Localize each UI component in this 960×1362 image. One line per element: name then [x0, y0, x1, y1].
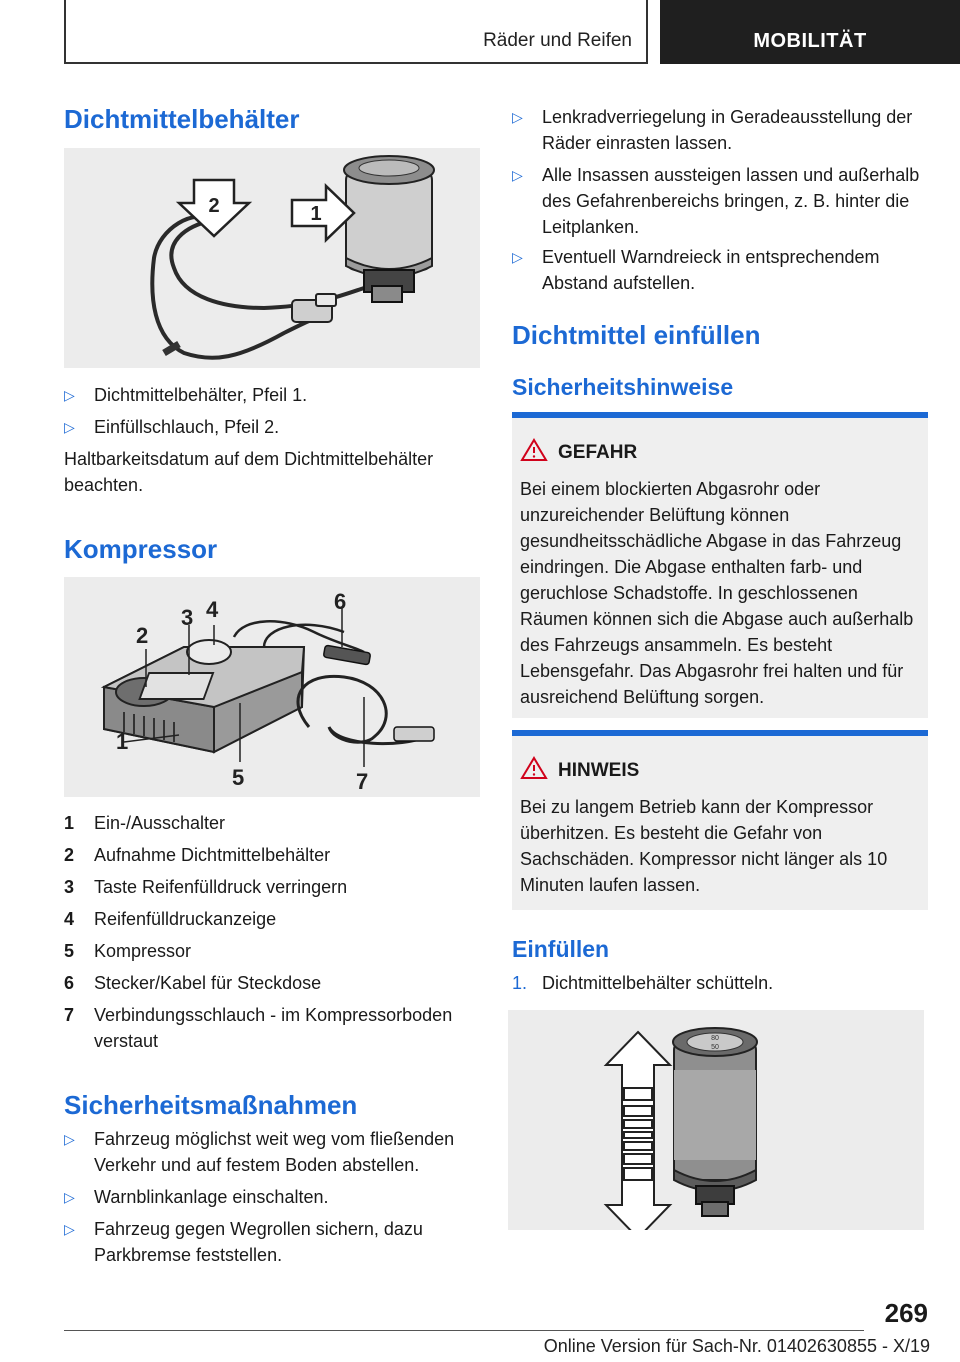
sealant-container-figure [64, 148, 480, 368]
legend-text: Stecker/Kabel für Steckdose [94, 973, 322, 993]
compressor-fig-label-3: 3 [181, 605, 194, 630]
sealant-bullet [64, 414, 480, 440]
compressor-fig-label-1: 1 [116, 729, 129, 754]
procedure-bullet-text: Eventuell Warndreieck in entsprechendem Abstand aufstellen. [542, 247, 880, 293]
safety-notes-heading: Sicherheitshinweise [512, 374, 734, 400]
safety-measures-heading: Sicherheitsmaßnahmen [64, 1090, 358, 1120]
legend-row [64, 1002, 480, 1054]
bottle-label-80: 80 [711, 1035, 719, 1042]
header-section-title: Räder und Reifen [483, 30, 632, 51]
danger-box [512, 412, 928, 718]
legend-text: Reifenfülldruckanzeige [94, 909, 277, 929]
safety-bullet-text: Fahrzeug gegen Wegrollen sichern, dazu Parkbremse feststellen. [94, 1219, 423, 1265]
procedure-bullet [512, 104, 928, 156]
fill-sealant-heading: Dichtmittel einfüllen [512, 320, 761, 350]
sealant-bullet [64, 382, 480, 408]
footer-text: Online Version für Sach-Nr. 01402630855 - X/19 [543, 1336, 930, 1356]
legend-text: Aufnahme Dichtmittelbehälter [94, 845, 331, 865]
compressor-heading: Kompressor [64, 534, 218, 564]
procedure-bullet-text: Alle Insassen aussteigen lassen und außerhalb des Gefahrenbereichs bringen, z. B. hinter die Leitplanken. [542, 165, 920, 237]
legend-number: 5 [64, 941, 75, 961]
step-text: Dichtmittelbehälter schütteln. [542, 973, 774, 993]
sealant-paragraph: Haltbarkeitsdatum auf dem Dichtmittelbehälter beachten. [64, 449, 434, 495]
warning-triangle-icon [520, 438, 548, 467]
legend-row [64, 938, 480, 964]
compressor-fig-label-6: 6 [334, 589, 347, 614]
legend-row [64, 874, 480, 900]
legend-number: 6 [64, 973, 75, 993]
header-section-box [64, 0, 648, 64]
legend-text: Ein-/Ausschalter [94, 813, 226, 833]
sealant-fig-label-1: 1 [310, 203, 322, 225]
legend-text: Kompressor [94, 941, 192, 961]
procedure-bullet [512, 244, 928, 296]
procedure-bullet [512, 162, 928, 240]
fill-heading: Einfüllen [512, 936, 610, 962]
triangle-right-icon: ▷ [512, 109, 523, 125]
notice-title: HINWEIS [558, 760, 640, 781]
bottle-label-50: 50 [711, 1044, 719, 1051]
header-chapter-box [660, 0, 960, 64]
header-chapter-title: MOBILITÄT [753, 30, 867, 52]
danger-title: GEFAHR [558, 442, 638, 463]
compressor-fig-label-5: 5 [232, 765, 245, 790]
legend-row [64, 906, 480, 932]
sealant-fig-label-2: 2 [208, 195, 220, 217]
danger-text: Bei einem blockierten Abgasrohr oder unzureichender Belüftung können gesundheitsschädliche Abgase in das Fahrzeug eindringen. Die Abgase enthalten farb- und geruchlose Schadstoffe. In geschlossenen Räumen können sich die Abgase auch außerhalb des Fahrzeugs ansammeln. Es besteht Lebensgefahr. Das Abgasrohr frei halten und für ausreichend Belüftung sorgen. [520, 479, 914, 707]
compressor-fig-label-2: 2 [136, 623, 149, 648]
legend-text: Verbindungsschlauch - im Kompressorboden verstaut [94, 1005, 453, 1051]
sealant-heading: Dichtmittelbehälter [64, 104, 300, 134]
sealant-bullet-text: Dichtmittelbehälter, Pfeil 1. [94, 385, 308, 405]
legend-row [64, 970, 480, 996]
triangle-right-icon: ▷ [64, 1131, 75, 1147]
legend-number: 1 [64, 813, 75, 833]
triangle-right-icon: ▷ [64, 1189, 75, 1205]
triangle-right-icon: ▷ [64, 419, 75, 435]
procedure-bullet-text: Lenkradverriegelung in Geradeausstellung der Räder einrasten lassen. [542, 107, 913, 153]
legend-number: 4 [64, 909, 75, 929]
step-item [512, 970, 928, 996]
sealant-bullet-text: Einfüllschlauch, Pfeil 2. [94, 417, 280, 437]
compressor-fig-label-7: 7 [356, 769, 369, 794]
notice-text: Bei zu langem Betrieb kann der Kompressor überhitzen. Es besteht die Gefahr von Sachschäden. Kompressor nicht länger als 10 Minuten laufen lassen. [520, 797, 888, 895]
safety-bullet [64, 1126, 480, 1178]
safety-bullet-text: Fahrzeug möglichst weit weg vom fließenden Verkehr und auf festem Boden abstellen. [94, 1129, 455, 1175]
safety-bullet-text: Warnblinkanlage einschalten. [94, 1187, 329, 1207]
triangle-right-icon: ▷ [64, 1221, 75, 1237]
legend-text: Taste Reifenfülldruck verringern [94, 877, 348, 897]
shake-bottle-figure [508, 1010, 924, 1230]
compressor-fig-label-4: 4 [206, 597, 219, 622]
footer-divider [64, 1330, 864, 1331]
page-number: 269 [884, 1298, 928, 1328]
triangle-right-icon: ▷ [64, 387, 75, 403]
triangle-right-icon: ▷ [512, 249, 523, 265]
legend-number: 7 [64, 1005, 75, 1025]
legend-number: 3 [64, 877, 75, 897]
triangle-right-icon: ▷ [512, 167, 523, 183]
legend-row [64, 842, 480, 868]
safety-bullet [64, 1216, 480, 1268]
legend-row [64, 810, 480, 836]
legend-number: 2 [64, 845, 75, 865]
warning-triangle-icon [520, 756, 548, 785]
safety-bullet [64, 1184, 480, 1210]
step-number: 1. [512, 973, 528, 993]
compressor-figure [64, 577, 480, 797]
notice-box [512, 730, 928, 910]
